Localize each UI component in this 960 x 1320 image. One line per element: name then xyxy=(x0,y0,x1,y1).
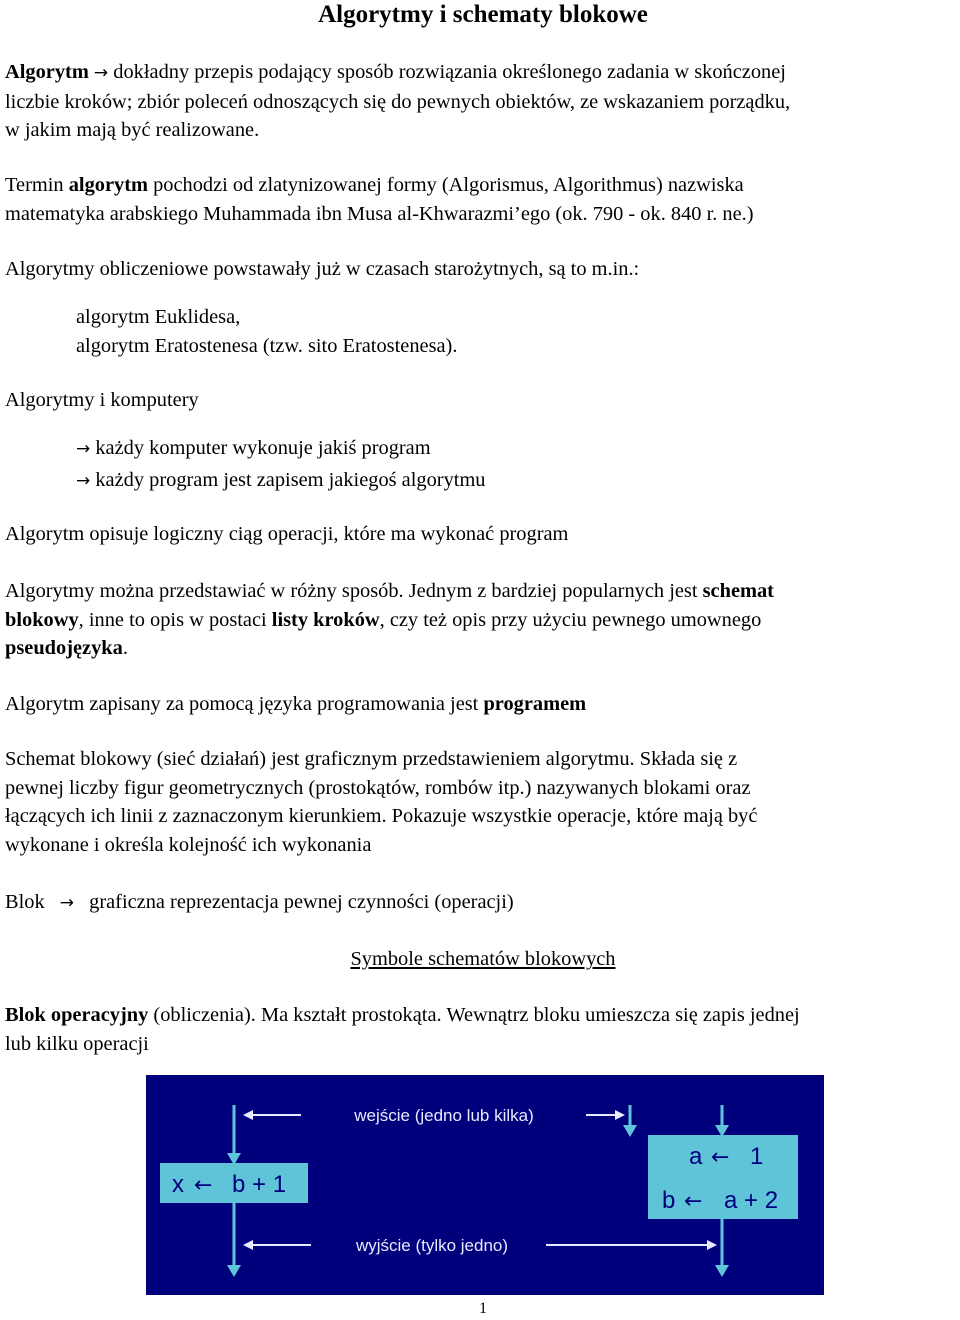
term-bold: listy kroków xyxy=(271,608,380,631)
paragraph-operation-block xyxy=(5,1001,955,1058)
paragraph-algorithm-definition xyxy=(5,58,955,145)
paragraph-program xyxy=(5,690,955,719)
list-item-text: każdy komputer wykonuje jakiś program xyxy=(95,437,431,459)
text-line: pewnej liczby figur geometrycznych (prostokątów, rombów itp.) nazywanych blokami oraz xyxy=(5,776,751,799)
block-definition: graficzna reprezentacja pewnej czynności (operacji) xyxy=(89,891,514,913)
definition-line-1: dokładny przepis podający sposób rozwiązania określonego zadania w skończonej xyxy=(113,61,786,83)
text-fragment: , inne to opis w postaci xyxy=(78,608,272,631)
heading-algorithms-computers: Algorytmy i komputery xyxy=(5,389,199,411)
text-fragment: , czy też opis przy użyciu pewnego umownego xyxy=(379,608,762,631)
paragraph-flowchart xyxy=(5,745,955,859)
text-fragment: . xyxy=(122,637,128,660)
heading-flowchart-symbols xyxy=(0,945,960,973)
input-label: wejście (jedno lub kilka) xyxy=(354,1106,534,1125)
bullets-list xyxy=(76,434,960,495)
text-line: lub kilku operacji xyxy=(5,1032,149,1055)
box2-line2-rhs: a + 2 xyxy=(724,1187,779,1214)
text-fragment: pochodzi od zlatynizowanej formy (Algorismus, Algorithmus) nazwiska xyxy=(147,174,744,196)
box1-rhs: b + 1 xyxy=(232,1171,287,1198)
output-label: wyjście (tylko jedno) xyxy=(355,1236,509,1255)
term-bold: pseudojęzyka xyxy=(5,637,123,660)
text-line: wykonane i określa kolejność ich wykonania xyxy=(5,833,372,856)
term-block: Blok xyxy=(5,891,45,913)
list-item xyxy=(76,434,960,464)
term-bold: programem xyxy=(483,693,587,715)
right-arrow-icon: → xyxy=(59,893,75,913)
page-number: 1 xyxy=(479,1300,487,1317)
paragraph-block-definition xyxy=(5,888,955,918)
list-item: algorytm Euklidesa, xyxy=(76,306,241,328)
paragraph-program-sequence: Algorytm opisuje logiczny ciąg operacji, które ma wykonać program xyxy=(5,523,569,545)
definition-line-2: liczbie kroków; zbiór poleceń odnoszących się do pewnych obiektów, ze wskazaniem porządku, xyxy=(5,90,791,113)
definition-line-3: w jakim mają być realizowane. xyxy=(5,119,260,142)
box2-line1-rhs: 1 xyxy=(750,1143,764,1170)
right-arrow-icon: → xyxy=(93,63,109,83)
text-fragment: Algorytmy można przedstawiać w różny sposób. Jednym z bardziej popularnych jest xyxy=(5,580,703,602)
text-line: matematyka arabskiego Muhammada ibn Musa al-Khwarazmi’ego (ok. 790 - ok. 840 r. ne.) xyxy=(5,202,754,225)
list-item-text: każdy program jest zapisem jakiegoś algorytmu xyxy=(95,468,486,491)
text-line: Schemat blokowy (sieć działań) jest graficznym przedstawieniem algorytmu. Składa się z xyxy=(5,748,738,770)
paragraph-ancient-algorithms: Algorytmy obliczeniowe powstawały już w czasach starożytnych, są to m.in.: xyxy=(5,258,640,280)
text-line: łączących ich linii z zaznaczonym kierunkiem. Pokazuje wszystkie operacje, które mają być xyxy=(5,805,758,828)
text-fragment: Algorytm zapisany za pomocą języka programowania jest xyxy=(5,693,484,715)
left-arrow-icon: ← xyxy=(711,1145,730,1170)
paragraph-representations xyxy=(5,577,955,663)
term-bold: Blok operacyjny xyxy=(5,1004,149,1026)
term-algorithm: Algorytm xyxy=(5,61,89,83)
term-bold: algorytm xyxy=(68,174,148,196)
page-title: Algorytmy i schematy blokowe xyxy=(318,1,648,28)
box2-line2-lhs: b xyxy=(662,1187,676,1214)
list-item: algorytm Eratostenesa (tzw. sito Eratostenesa). xyxy=(76,334,458,357)
left-arrow-icon: ← xyxy=(684,1189,703,1214)
term-bold: schemat xyxy=(702,580,774,602)
box1-lhs: x xyxy=(172,1171,184,1198)
text-fragment: (obliczenia). Ma kształt prostokąta. Wewnątrz bloku umieszcza się zapis jednej xyxy=(148,1004,800,1026)
paragraph-etymology xyxy=(5,171,955,228)
term-bold: blokowy xyxy=(5,608,79,631)
right-arrow-icon: → xyxy=(76,439,91,459)
examples-list xyxy=(76,303,960,360)
operation-block-diagram xyxy=(146,1075,824,1295)
text-fragment: Termin xyxy=(5,174,69,196)
box2-line1-lhs: a xyxy=(689,1143,703,1170)
left-arrow-icon: ← xyxy=(194,1173,213,1198)
right-arrow-icon: → xyxy=(76,470,91,491)
list-item xyxy=(76,466,960,496)
heading-text: Symbole schematów blokowych xyxy=(350,948,616,970)
